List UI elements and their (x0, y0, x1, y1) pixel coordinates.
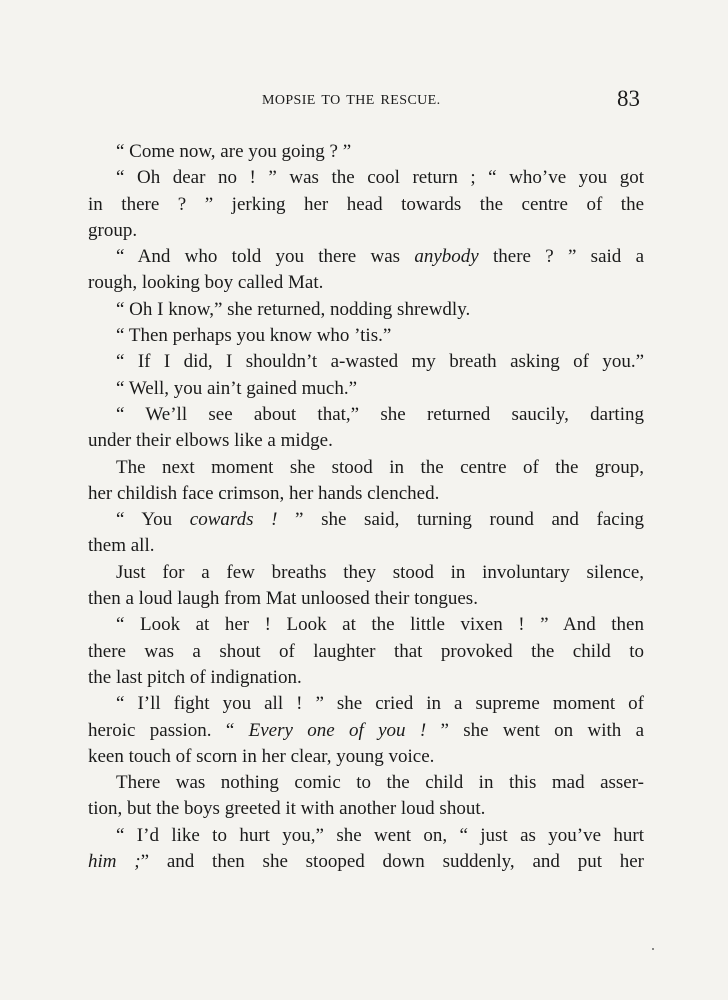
text-line: group. (88, 219, 138, 241)
text-line: in there ? ” jerking her head towards the centre of the (88, 193, 644, 215)
italic-emphasis: him ; (88, 851, 141, 873)
text-line: there was a shout of laughter that provoked the child to (88, 640, 644, 662)
text-line: The next moment she stood in the centre of the group, (116, 456, 644, 478)
body-text (88, 139, 644, 875)
text-line (88, 718, 644, 744)
paper-speck (652, 948, 654, 950)
text-run: “ You (116, 509, 190, 531)
text-line: “ Oh dear no ! ” was the cool return ; “ who’ve you got (116, 167, 644, 189)
page-number: 83 (617, 86, 640, 111)
italic-emphasis: Every one of you ! (248, 719, 427, 741)
text-line: “ Then perhaps you know who ’tis.” (116, 325, 392, 347)
text-line: Just for a few breaths they stood in involuntary silence, (116, 561, 644, 583)
running-head: MOPSIE TO THE RESCUE. (262, 93, 441, 108)
text-line: “ Oh I know,” she returned, nodding shrewdly. (116, 298, 471, 320)
text-run: ” she said, turning round and facing (277, 509, 644, 531)
text-line: then a loud laugh from Mat unloosed their tongues. (88, 588, 478, 610)
text-line (88, 849, 644, 875)
text-run: “ And who told you there was (116, 246, 415, 268)
text-line: under their elbows like a midge. (88, 430, 333, 452)
text-run: heroic passion. “ (88, 719, 249, 741)
text-line: “ I’d like to hurt you,” she went on, “ just as you’ve hurt (116, 824, 644, 846)
text-run: ” and then she stooped down suddenly, and put her (140, 851, 645, 873)
text-line: There was nothing comic to the child in this mad asser- (116, 772, 644, 794)
text-line: “ We’ll see about that,” she returned saucily, darting (116, 403, 644, 425)
text-line (88, 507, 644, 533)
text-line: tion, but the boys greeted it with another loud shout. (88, 798, 486, 820)
text-run: there ? ” said a (478, 246, 644, 268)
text-line: rough, looking boy called Mat. (88, 272, 324, 294)
text-line: “ I’ll fight you all ! ” she cried in a supreme moment of (116, 693, 644, 715)
text-run: ” she went on with a (426, 719, 645, 741)
text-line (88, 244, 644, 270)
text-line: “ If I did, I shouldn’t a-wasted my breath asking of you.” (116, 351, 644, 373)
text-line: her childish face crimson, her hands clenched. (88, 482, 440, 504)
text-line: them all. (88, 535, 155, 557)
italic-emphasis: cowards ! (189, 509, 278, 531)
text-line: the last pitch of indignation. (88, 666, 302, 688)
text-line: “ Come now, are you going ? ” (116, 141, 352, 162)
text-line: “ Look at her ! Look at the little vixen ! ” And then (116, 614, 644, 636)
text-line: “ Well, you ain’t gained much.” (116, 377, 358, 399)
italic-emphasis: anybody (414, 246, 479, 268)
text-line: keen touch of scorn in her clear, young voice. (88, 745, 435, 767)
